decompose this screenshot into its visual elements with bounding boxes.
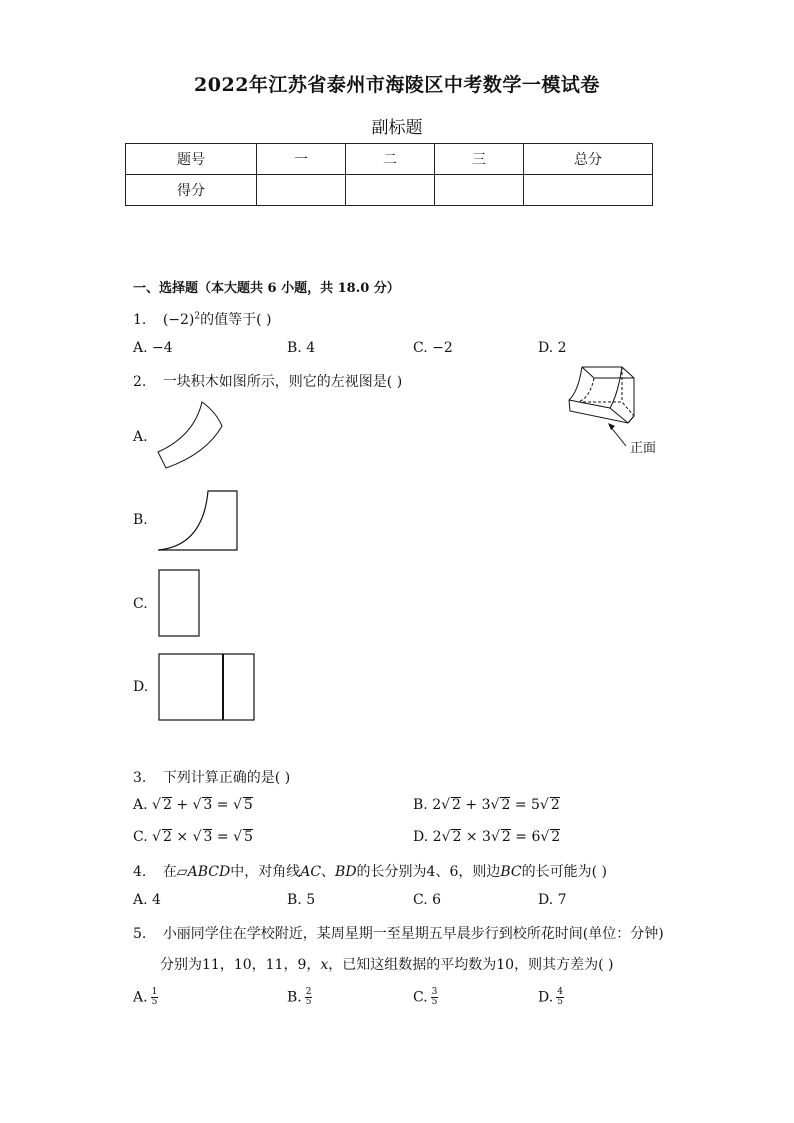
score-input-cell[interactable] — [524, 175, 653, 206]
q2-option-a-figure[interactable] — [150, 398, 230, 474]
question-stem: 下列计算正确的是( ) — [162, 770, 291, 786]
score-table-header-row — [126, 144, 653, 175]
question-number: 1. — [133, 312, 147, 328]
table-cell: 一 — [257, 144, 346, 175]
question-stem: 在▱ABCD中，对角线AC、BD的长分别为4、6，则边BC的长可能为( ) — [162, 864, 608, 880]
question-1 — [133, 309, 271, 329]
q4-option-d[interactable]: D. 7 — [538, 892, 567, 908]
q4-option-c[interactable]: C. 6 — [413, 892, 442, 908]
question-stem-line2: 分别为11，10，11，9，x，已知这组数据的平均数为10，则其方差为( ) — [160, 957, 614, 973]
table-cell: 题号 — [126, 144, 257, 175]
q5-option-d[interactable]: D. $\frac{4}{5}$ — [538, 987, 563, 1007]
q2-option-d-figure[interactable] — [156, 651, 258, 723]
q1-option-a[interactable]: A. −4 — [133, 340, 173, 356]
q5-option-a[interactable]: A. $\frac{1}{5}$ — [133, 987, 158, 1007]
q4-option-b[interactable]: B. 5 — [287, 892, 316, 908]
question-5 — [133, 923, 664, 943]
q5-option-b[interactable]: B. $\frac{2}{5}$ — [287, 987, 312, 1007]
question-stem: $(-2)^2$的值等于( ) — [162, 311, 272, 328]
question-stem: 一块积木如图所示，则它的左视图是( ) — [162, 374, 403, 390]
q3-option-d[interactable]: D. 2√ 2 × 3√ 2 = 6√ 2 — [413, 829, 561, 845]
q2-option-b-figure[interactable] — [155, 488, 241, 554]
question-number: 5. — [133, 926, 147, 942]
exam-subtitle: 副标题 — [371, 118, 423, 138]
table-cell: 得分 — [126, 175, 257, 206]
q2-option-b[interactable]: B. — [133, 512, 148, 528]
q1-option-c[interactable]: C. −2 — [413, 340, 453, 356]
question-4 — [133, 861, 607, 881]
q3-option-c[interactable]: C. √ 2 × √ 3 = √ 5 — [133, 829, 253, 845]
table-cell: 总分 — [524, 144, 653, 175]
table-cell: 二 — [346, 144, 435, 175]
question-stem-line1: 小丽同学住在学校附近，某周星期一至星期五早晨步行到校所花时间(单位：分钟) — [162, 926, 664, 942]
q2-option-d[interactable]: D. — [133, 679, 149, 695]
score-input-cell[interactable] — [257, 175, 346, 206]
score-input-cell[interactable] — [346, 175, 435, 206]
table-cell: 三 — [435, 144, 524, 175]
q2-option-c[interactable]: C. — [133, 596, 148, 612]
q4-option-a[interactable]: A. 4 — [133, 892, 161, 908]
section-heading: 一、选择题（本大题共 6 小题，共 18.0 分） — [133, 281, 400, 296]
question-number: 4. — [133, 864, 147, 880]
exam-title: 2022年江苏省泰州市海陵区中考数学一模试卷 — [194, 74, 600, 96]
question-3 — [133, 767, 290, 787]
score-table-score-row — [126, 175, 653, 206]
q2-option-a[interactable]: A. — [133, 429, 148, 445]
q1-option-d[interactable]: D. 2 — [538, 340, 567, 356]
score-input-cell[interactable] — [435, 175, 524, 206]
question-number: 2. — [133, 374, 147, 390]
question-2 — [133, 371, 402, 391]
q5-option-c[interactable]: C. $\frac{3}{5}$ — [413, 987, 438, 1007]
q1-option-b[interactable]: B. 4 — [287, 340, 316, 356]
q3-option-a[interactable]: A. √ 2 + √ 3 = √ 5 — [133, 797, 253, 813]
q2-option-c-figure[interactable] — [156, 567, 202, 639]
question-number: 3. — [133, 770, 147, 786]
score-table — [125, 143, 653, 206]
q3-option-b[interactable]: B. 2√ 2 + 3√ 2 = 5√ 2 — [413, 797, 560, 813]
front-view-label: 正面 — [630, 441, 657, 456]
